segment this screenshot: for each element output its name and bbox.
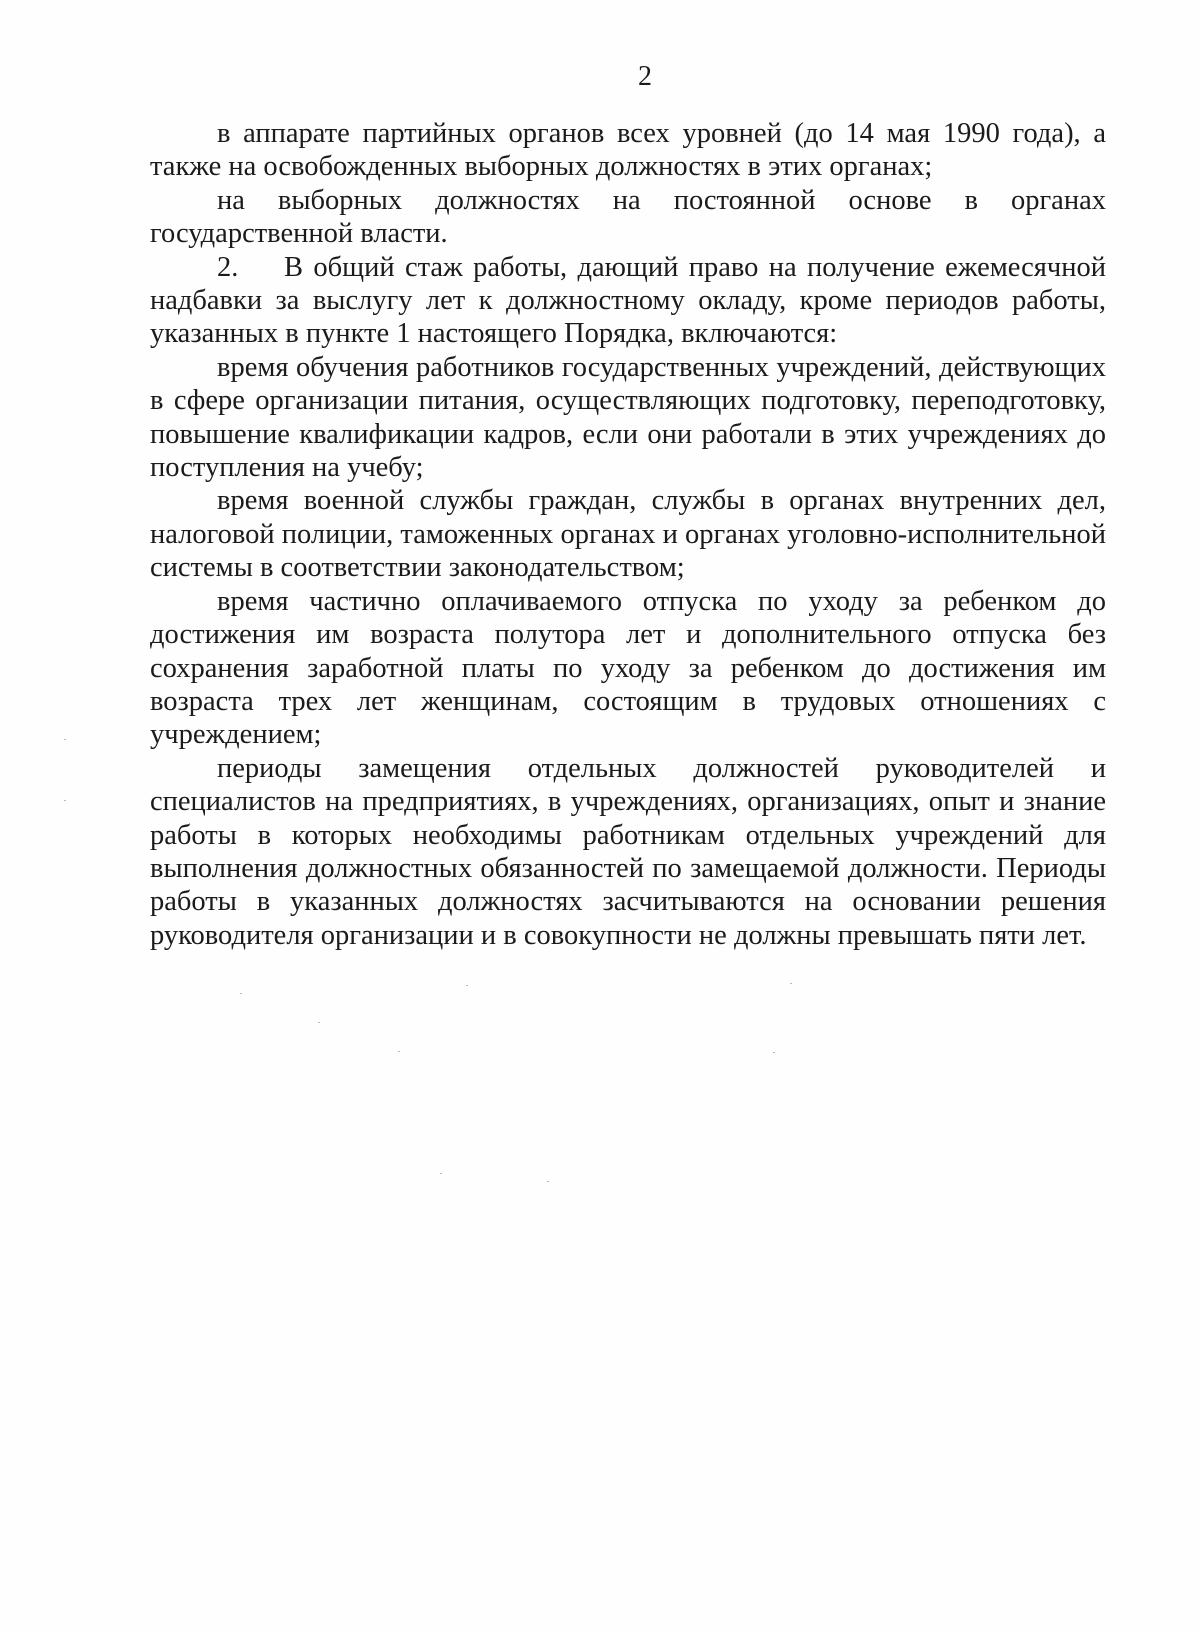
paragraph-parental-leave: время частично оплачиваемого отпуска по уходу за ребенком до достижения им возраста полутора лет и дополнительного отпуска без сохранения заработной платы по уходу за ребенком до достижения им возраста трех лет женщинам, состоящим в трудовых отношениях с учреждением; — [150, 585, 1106, 751]
scan-speck — [318, 1022, 320, 1023]
scan-speck — [64, 739, 66, 740]
item-2-text: В общий стаж работы, дающий право на получение ежемесячной надбавки за выслугу лет к должностному окладу, кроме периодов работы, указанных в пункте 1 настоящего Порядка, включаются: — [150, 251, 1106, 350]
page-number: 2 — [638, 61, 652, 92]
scan-speck — [398, 1051, 400, 1052]
paragraph-military-service: время военной службы граждан, службы в органах внутренних дел, налоговой полиции, таможенных органах и органах уголовно-исполнительной системы в соответствии законодательством; — [150, 485, 1106, 584]
scan-speck — [773, 1052, 775, 1053]
scan-speck — [790, 983, 792, 984]
scan-speck — [547, 1181, 549, 1182]
paragraph-elected-positions: на выборных должностях на постоянной основе в органах государственной власти. — [150, 184, 1106, 250]
scan-speck — [240, 993, 242, 994]
document-body — [150, 117, 1106, 952]
scan-speck — [466, 985, 468, 986]
item-number: 2. — [217, 251, 239, 283]
paragraph-party-apparatus: в аппарате партийных органов всех уровней (до 14 мая 1990 года), а также на освобожденных выборных должностях в этих органах; — [150, 118, 1106, 183]
paragraph-training-time: время обучения работников государственных учреждений, действующих в сфере организации питания, осуществляющих подготовку, переподготовку, повышение квалификации кадров, если они работали в этих учреждениях до поступления на учебу; — [150, 351, 1106, 484]
paragraph-replacement-periods: периоды замещения отдельных должностей руководителей и специалистов на предприятиях, в учреждениях, организациях, опыт и знание работы в которых необходимы работникам отдельных учреждений для выполнения должностных обязанностей по замещаемой должности. Периоды работы в указанных должностях засчитываются на основании решения руководителя организации и в совокупности не должны превышать пяти лет. — [150, 752, 1106, 951]
scan-speck — [64, 800, 66, 801]
scan-speck — [440, 1173, 442, 1174]
paragraph-item-2 — [150, 251, 1106, 351]
